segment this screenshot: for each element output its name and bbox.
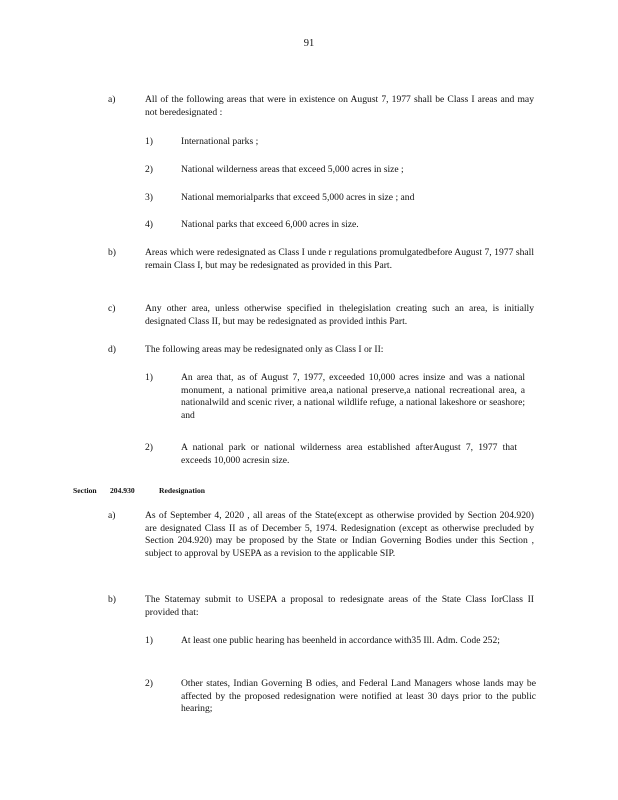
item-text: At least one public hearing has beenheld in accordance with35 Ill. Adm. Code 252;	[181, 635, 500, 646]
item-text: National memorialparks that exceed 5,000 acres in size ; and	[181, 192, 415, 203]
item-label: 2)	[145, 164, 153, 175]
item-label: 4)	[145, 219, 153, 230]
item-label: b)	[108, 247, 116, 258]
item-text: As of September 4, 2020 , all areas of the State(except as otherwise provided by Section 204.920) are designated Class II as of December 5, 1974. Redesignation (except as otherwise precluded by Section 204.920) may be proposed by the State or Indian Governing Bodies under this Section , subject to approval by USEPA as a revision to the applicable SIP.	[145, 510, 534, 559]
section-number: 204.930	[110, 486, 135, 495]
item-text: International parks ;	[181, 136, 259, 147]
item-label: 1)	[145, 635, 153, 646]
item-label: a)	[108, 510, 116, 521]
item-label: b)	[108, 594, 116, 605]
item-text: National parks that exceed 6,000 acres in size.	[181, 219, 359, 230]
item-label: d)	[108, 344, 116, 355]
item-text: The following areas may be redesignated only as Class I or II:	[145, 344, 384, 355]
item-label: 2)	[145, 678, 153, 689]
item-text: National wilderness areas that exceed 5,000 acres in size ;	[181, 164, 404, 175]
item-label: 3)	[145, 192, 153, 203]
item-label: 1)	[145, 136, 153, 147]
item-text: A national park or national wilderness area established afterAugust 7, 1977 that exceeds 10,000 acresin size.	[181, 442, 517, 466]
item-label: a)	[108, 94, 116, 105]
item-label: 2)	[145, 442, 153, 453]
item-label: 1)	[145, 372, 153, 383]
item-text: The Statemay submit to USEPA a proposal to redesignate areas of the State Class IorClass II provided that:	[145, 594, 534, 618]
page-number: 91	[303, 38, 315, 49]
section-title: Redesignation	[159, 486, 205, 495]
item-text: All of the following areas that were in existence on August 7, 1977 shall be Class I areas and may not beredesignated :	[145, 94, 534, 118]
section-word: Section	[73, 486, 97, 495]
item-text: Any other area, unless otherwise specified in thelegislation creating such an area, is initially designated Class II, but may be redesignated as provided inthis Part.	[145, 303, 534, 327]
item-text: Areas which were redesignated as Class I unde r regulations promulgatedbefore August 7, 1977 shall remain Class I, but may be redesignated as provided in this Part.	[145, 247, 534, 271]
item-text: Other states, Indian Governing B odies, and Federal Land Managers whose lands may be affected by the proposed redesignation were notified at least 30 days prior to the public hearing;	[181, 678, 536, 715]
item-text: An area that, as of August 7, 1977, exceeded 10,000 acres insize and was a national monument, a national primitive area,a national preserve,a national recreational area, a nationalwild and scenic river, a national wildlife refuge, a national lakeshore or seashore; and	[181, 372, 525, 421]
item-label: c)	[108, 303, 116, 314]
